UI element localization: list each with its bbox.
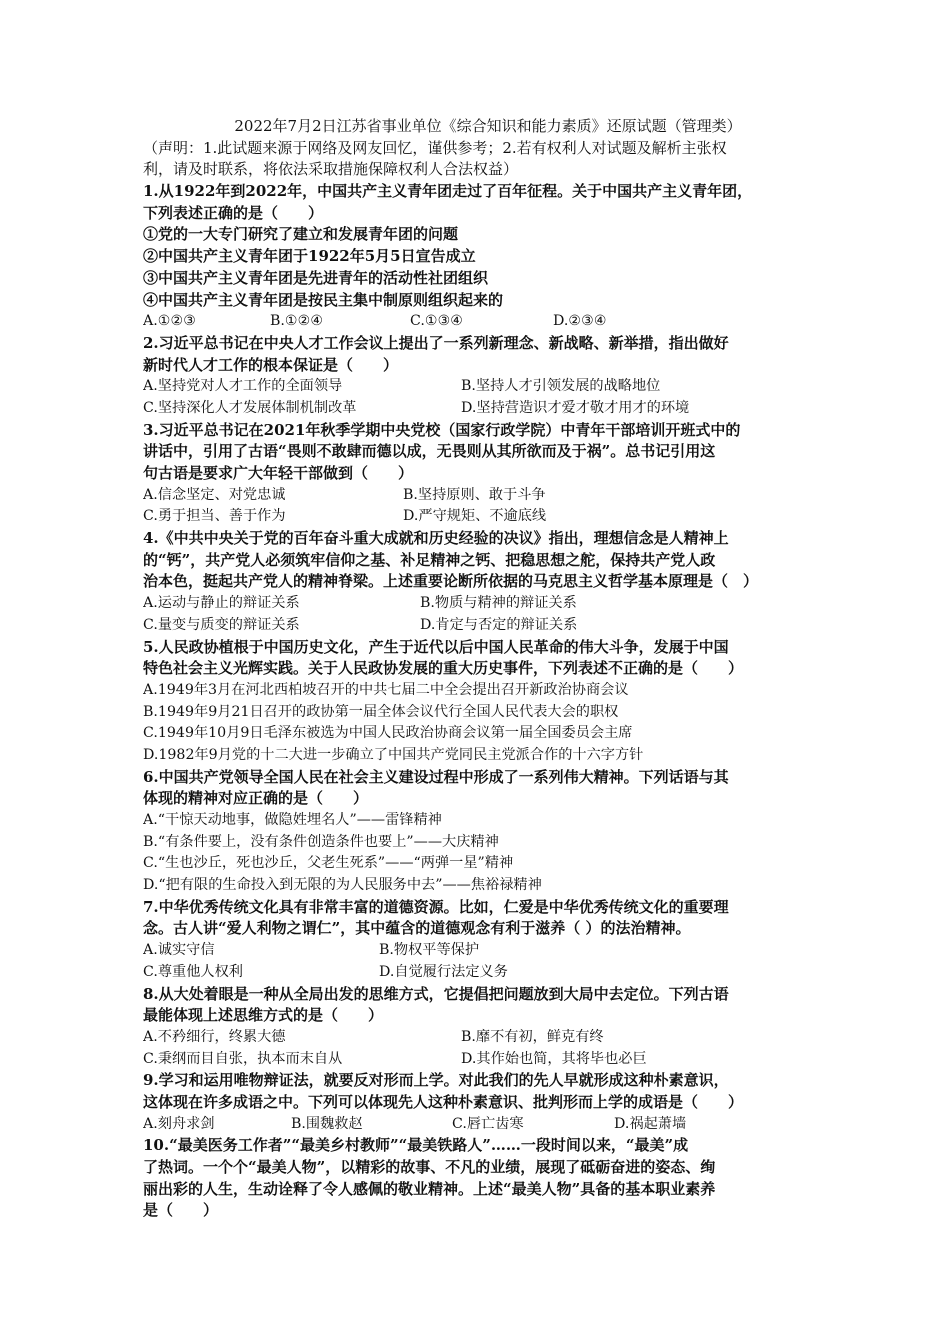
question-1-options [143,311,813,333]
option-b: B.①②④ [270,313,324,330]
question-1-stem: 下列表述正确的是（ ） [143,203,324,222]
question-3-options [143,485,813,507]
option-a: A.①②③ [143,313,196,330]
question-2-stem: 新时代人才工作的根本保证是（ ） [143,355,399,374]
option-a: A.“干惊天动地事，做隐姓埋名人”——雷锋精神 [143,812,442,828]
option-d: D.肯定与否定的辩证关系 [420,616,578,633]
option-c: C.①③④ [410,313,464,330]
question-7-stem: 7.中华优秀传统文化具有非常丰富的道德资源。比如，仁爱是中华优秀传统文化的重要理 [143,897,729,916]
option-a: A.坚持党对人才工作的全面领导 [143,378,343,395]
option-b: B.“有条件要上，没有条件创造条件也要上”——大庆精神 [143,833,499,850]
question-6-stem: 体现的精神对应正确的是（ ） [143,789,369,808]
question-1-item: ②中国共产主义青年团于1922年5月5日宣告成立 [143,247,476,266]
option-d: D.1982年9月党的十二大进一步确立了中国共产党同民主党派合作的十六字方针 [143,746,644,763]
question-1-item: ①党的一大专门研究了建立和发展青年团的问题 [143,225,459,244]
question-2-stem: 2.习近平总书记在中央人才工作会议上提出了一系列新理念、新战略、新举措，指出做好 [143,333,729,352]
option-b: B.1949年9月21日召开的政协第一届全体会议代行全国人民代表大会的职权 [143,703,619,720]
option-d: D.祸起萧墙 [614,1115,687,1132]
question-8-stem: 8.从大处着眼是一种从全局出发的思维方式，它提倡把问题放到大局中去定位。下列古语 [143,984,729,1003]
option-b: B.围魏救赵 [291,1115,363,1132]
question-1-item: ③中国共产主义青年团是先进青年的活动性社团组织 [143,268,489,287]
question-9-options [143,1114,813,1136]
notice-line: （声明：1.此试题来源于网络及网友回忆，谨供参考；2.若有权利人对试题及解析主张权 [143,138,727,157]
option-b: B.坚持人才引领发展的战略地位 [461,378,661,395]
question-3-stem: 3.习近平总书记在2021年秋季学期中央党校（国家行政学院）中青年干部培训开班式中的 [143,420,741,439]
option-a: A.诚实守信 [143,942,215,959]
question-5-stem: 特色社会主义光辉实践。关于人民政协发展的重大历史事件，下列表述不正确的是（ ） [143,659,744,678]
option-a: A.1949年3月在河北西柏坡召开的中共七届二中全会提出召开新政治协商会议 [143,681,629,698]
question-6-stem: 6.中国共产党领导全国人民在社会主义建设过程中形成了一系列伟大精神。下列话语与其 [143,767,729,786]
notice-line: 利，请及时联系，将依法采取措施保障权利人合法权益） [143,160,519,179]
question-10-stem: 了热词。一个个“最美人物”，以精彩的故事、不凡的业绩，展现了砥砺奋进的姿态、绚 [143,1158,716,1176]
option-d: D.其作始也简，其将毕也必巨 [461,1050,647,1067]
question-3-stem: 讲话中，引用了古语“畏则不敢肆而德以成，无畏则从其所欲而及于祸”。总书记引用这 [143,442,716,461]
option-c: C.“生也沙丘，死也沙丘，父老生死系”——“两弹一星”精神 [143,855,514,872]
question-4-options [143,593,813,615]
question-5-stem: 5.人民政协植根于中国历史文化，产生于近代以后中国人民革命的伟大斗争，发展于中国 [143,637,729,656]
option-b: B.靡不有初，鲜克有终 [461,1028,604,1045]
exam-sheet [143,116,813,1222]
option-c: C.秉纲而目自张，执本而末自从 [143,1050,343,1067]
question-8-options [143,1049,813,1071]
question-10-stem: 10.“最美医务工作者”“最美乡村教师”“最美铁路人”……一段时间以来，“最美”成 [143,1136,689,1155]
option-d: D.②③④ [553,313,607,330]
question-8-stem: 最能体现上述思维方式的是（ ） [143,1006,384,1025]
question-8-options [143,1027,813,1049]
option-c: C.坚持深化人才发展体制机制改革 [143,399,357,416]
question-7-options [143,940,813,962]
question-7-stem: 念。古人讲“爱人利物之谓仁”，其中蕴含的道德观念有利于滋养（ ）的法治精神。 [143,919,691,938]
question-4-options [143,615,813,637]
question-2-options [143,398,813,420]
option-b: B.物权平等保护 [379,942,480,959]
option-a: A.不矜细行，终累大德 [143,1028,286,1045]
option-d: D.自觉履行法定义务 [379,963,508,980]
question-7-options [143,962,813,984]
question-1-item: ④中国共产主义青年团是按民主集中制原则组织起来的 [143,290,504,309]
question-4-stem: 4.《中共中央关于党的百年奋斗重大成就和历史经验的决议》指出，理想信念是人精神上 [143,529,729,548]
question-4-stem: 治本色，挺起共产党人的精神脊梁。上述重要论断所依据的马克思主义哲学基本原理是（ ） [143,572,759,591]
option-b: B.物质与精神的辩证关系 [420,595,577,612]
option-c: C.勇于担当、善于作为 [143,508,286,525]
option-d: D.“把有限的生命投入到无限的为人民服务中去”——焦裕禄精神 [143,877,542,894]
option-c: C.1949年10月9日毛泽东被选为中国人民政治协商会议第一届全国委员会主席 [143,725,633,742]
option-d: D.坚持营造识才爱才敬才用才的环境 [461,399,690,416]
option-c: C.量变与质变的辩证关系 [143,616,300,633]
exam-title: 2022年7月2日江苏省事业单位《综合知识和能力素质》还原试题（管理类） [234,117,742,135]
question-9-stem: 这体现在许多成语之中。下列可以体现先人这种朴素意识、批判形而上学的成语是（ ） [143,1092,744,1111]
option-c: C.唇亡齿寒 [452,1115,524,1132]
option-b: B.坚持原则、敢于斗争 [403,486,546,503]
question-4-stem: 的“钙”，共产党人必须筑牢信仰之基、补足精神之钙、把稳思想之舵，保持共产党人政 [143,550,716,569]
question-10-stem: 丽出彩的人生，生动诠释了令人感佩的敬业精神。上述“最美人物”具备的基本职业素养 [143,1179,716,1198]
question-3-options [143,506,813,528]
option-a: A.信念坚定、对党忠诚 [143,486,286,503]
question-1-stem: 1.从1922年到2022年，中国共产主义青年团走过了百年征程。关于中国共产主义青年团， [143,182,753,201]
question-3-stem: 句古语是要求广大年轻干部做到（ ） [143,464,414,482]
question-9-stem: 9.学习和运用唯物辩证法，就要反对形而上学。对此我们的先人早就形成这种朴素意识， [143,1071,729,1090]
option-a: A.运动与静止的辩证关系 [143,595,300,612]
question-10-stem: 是（ ） [143,1201,219,1220]
option-d: D.严守规矩、不逾底线 [403,508,547,525]
option-c: C.尊重他人权利 [143,963,243,980]
question-2-options [143,376,813,398]
option-a: A.刻舟求剑 [143,1115,215,1132]
